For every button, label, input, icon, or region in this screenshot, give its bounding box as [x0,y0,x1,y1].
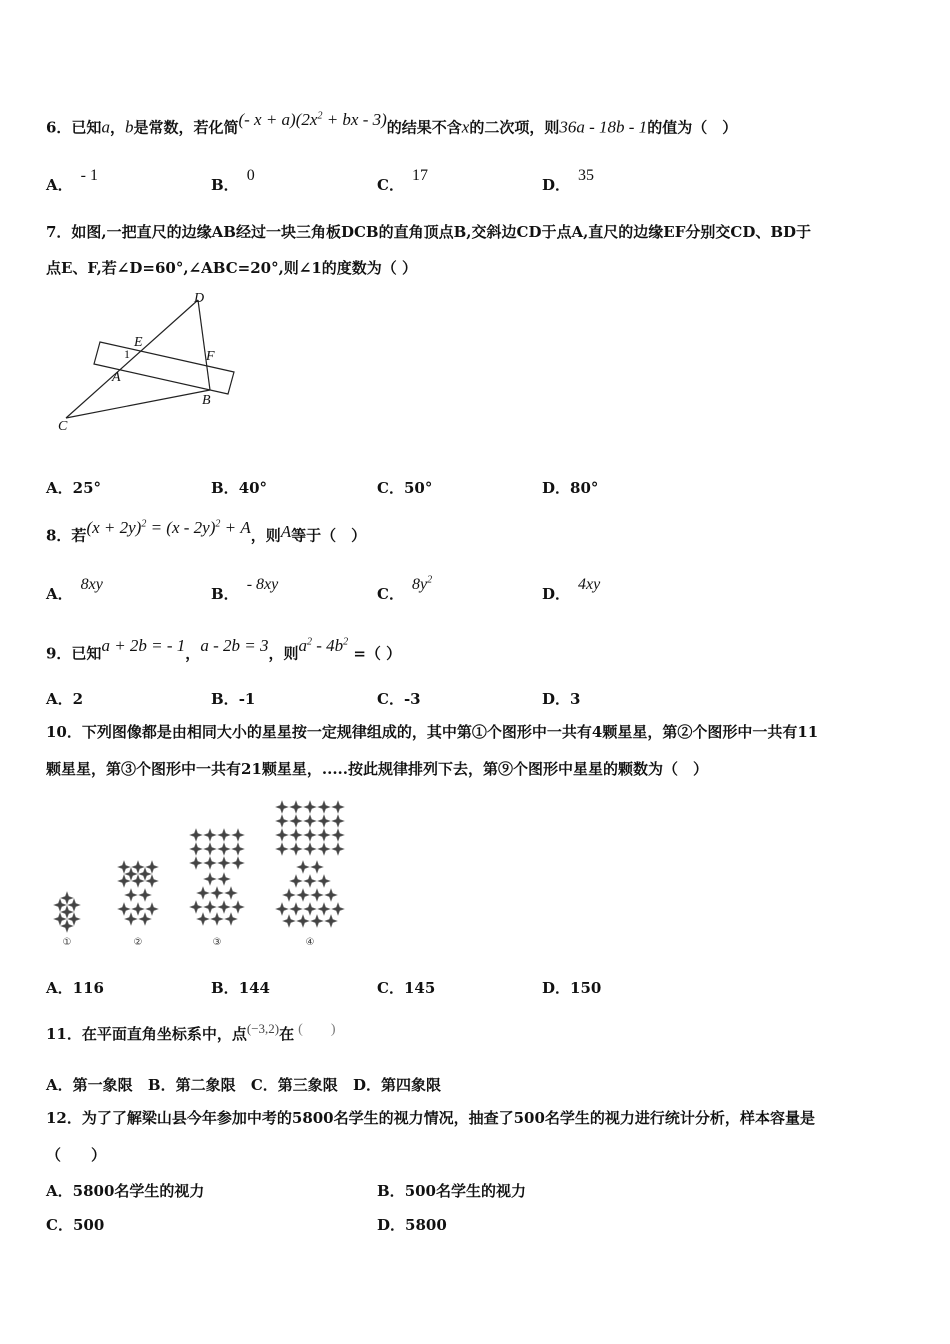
label-angle-1: 1 [124,347,130,361]
pattern-label-1: ① [62,937,72,948]
label-f: F [206,349,215,364]
q7-figure-ruler-triangle [54,290,244,440]
pattern-1 [54,892,80,932]
label-a: A [112,370,121,385]
q12-stem-line2: （ ） [46,1146,107,1164]
q8-option-a[interactable]: A．8xy [46,576,103,603]
q11-option-a[interactable]: A．第一象限 [46,1076,133,1094]
pattern-4 [276,801,344,927]
pattern-label-3: ③ [212,937,222,948]
q6-expression: (- $x + a)(2x^2$ + bx - 3) [238,109,387,129]
q6-option-b[interactable]: B．0 [211,167,255,194]
q10-figure-star-patterns [46,795,366,955]
q7-option-a[interactable]: A．25° [46,479,102,497]
q8-option-b[interactable]: B．- 8xy [211,576,279,603]
q12-option-c[interactable]: C．500 [46,1216,105,1234]
q6-option-d[interactable]: D．35 [542,167,595,194]
q9-option-c[interactable]: C．-3 [377,690,421,708]
pattern-label-2: ② [133,937,143,948]
q7-stem-line2: 点E、F,若∠D=60°,∠ABC=20°,则∠1的度数为（ ） [46,259,418,277]
line-cb [66,390,210,418]
q10-stem-line2: 颗星星，第③个图形中一共有21颗星星，.....按此规律排列下去，第⑨个图形中星星的颗数为（ ） [46,760,708,778]
q12-option-a[interactable]: A．5800名学生的视力 [46,1182,205,1200]
pattern-3 [190,829,244,925]
q10-option-b[interactable]: B．144 [211,979,270,997]
q11-stem: 11．在平面直角坐标系中，点(−3,2)在 ( ) [46,1021,336,1043]
q11-point: (−3,2) [246,1021,280,1036]
q6-option-a[interactable]: A．- 1 [46,167,98,194]
q11-option-d[interactable]: D．第四象限 [353,1076,442,1094]
q8-option-d[interactable]: D．4xy [542,576,601,603]
label-b: B [202,393,211,408]
q10-option-c[interactable]: C．145 [377,979,436,997]
q11-option-b[interactable]: B．第二象限 [147,1076,236,1094]
q7-option-b[interactable]: B．40° [211,479,268,497]
pattern-label-4: ④ [305,937,315,948]
q7-stem-line1: 7．如图,一把直尺的边缘AB经过一块三角板DCB的直角顶点B,交斜边CD于点A,直尺的边缘EF分别交CD、BD于 [46,223,812,241]
q9-option-b[interactable]: B．-1 [211,690,256,708]
pattern-2 [118,861,158,925]
q6-option-c[interactable]: C．17 [377,167,428,194]
q9-stem: 9．已知a + 2b = - 1，a - 2b = 3，则$a^2 - 4b^2$ =（ ） [46,635,402,663]
label-d: D [194,291,205,306]
q11-option-c[interactable]: C．第三象限 [250,1076,338,1094]
q9-option-a[interactable]: A．2 [46,690,84,708]
q11-options [46,1074,441,1095]
label-e: E [134,335,143,350]
q10-option-a[interactable]: A．116 [46,979,104,997]
q10-option-d[interactable]: D．150 [542,979,602,997]
q12-option-b[interactable]: B．500名学生的视力 [377,1182,526,1200]
label-c: C [58,419,68,434]
q12-option-d[interactable]: D．5800 [377,1216,447,1234]
q8-stem: 8．若$(x + 2y)^2 = (x - 2y)^2 + A$，则A等于（ ） [46,517,367,545]
q8-expression: $(x + 2y)^2 = (x - 2y)^2 + A$ [86,517,251,537]
q11-blank: ( ) [298,1022,336,1037]
q8-option-c[interactable]: C．$8y^2$ [377,574,433,603]
q10-stem-line1: 10．下列图像都是由相同大小的星星按一定规律组成的，其中第①个图形中一共有4颗星星，第②个图形中一共有11 [46,723,819,741]
line-bd [198,300,210,390]
q9-option-d[interactable]: D．3 [542,690,581,708]
q6-stem: 6．已知a，b是常数，若化简(- $x + a)(2x^2$ + bx - 3)的结果不含x的二次项，则36a - 18b - 1的值为（ ） [46,109,738,137]
q7-option-c[interactable]: C．50° [377,479,433,497]
q12-stem-line1: 12．为了了解梁山县今年参加中考的5800名学生的视力情况，抽查了500名学生的视力进行统计分析，样本容量是 [46,1109,815,1127]
q7-option-d[interactable]: D．80° [542,479,599,497]
q9-expression: $a^2 - 4b^2$ [298,635,349,655]
